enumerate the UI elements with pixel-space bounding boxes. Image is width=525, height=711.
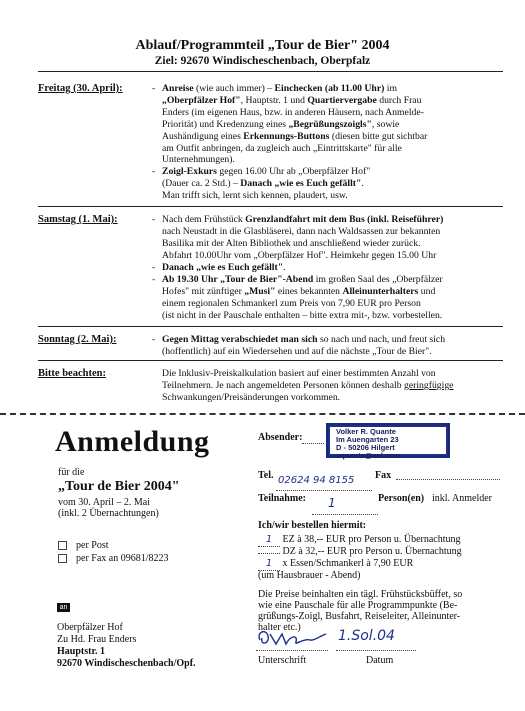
text-segment: „Musi" [244, 285, 276, 297]
order-text-ez: EZ à 38,-- EUR pro Person u. Übernachtung [282, 534, 461, 545]
text-segment: (hoffentlich) auf ein Wiedersehen und auf die nächste „Tour de Bier". [162, 345, 432, 357]
text-line [162, 310, 507, 322]
participants-label: Teilnahme: [258, 493, 306, 504]
date-label: Datum [366, 655, 394, 666]
address-line: Oberpfälzer Hof [57, 622, 123, 633]
order-text-meal: x Essen/Schmankerl à 7,90 EUR [282, 558, 414, 569]
sunday-label: Sonntag (2. Mai): [38, 334, 117, 345]
friday-dash: - [152, 83, 156, 94]
text-segment: am Outfit anbringen, da zugleich auch „Eintrittskarte" für alle [162, 142, 402, 154]
sender-line[interactable] [302, 443, 324, 444]
sunday-dash: - [152, 334, 156, 345]
text-segment: Gegen Mittag verabschiedet man sich [162, 334, 318, 345]
text-line [162, 178, 502, 190]
date-field[interactable] [336, 650, 416, 651]
address-line: 92670 Windischeschenbach/Opf. [57, 658, 196, 669]
saturday-label: Samstag (1. Mai): [38, 214, 118, 225]
text-line [162, 190, 502, 202]
page-subtitle: Ziel: 92670 Windischeschenbach, Oberpfalz [154, 55, 371, 67]
text-segment: (diesen bitte gut sichtbar [329, 130, 428, 142]
price-note-line: grüßungs-Zoigl, Busfahrt, Reiseleiter, Alleinunter- [258, 611, 461, 622]
text-segment: Teilnehmern. Je nach angemeldeten Personen können deshalb [162, 379, 404, 391]
stamp-line: Im Auengarten 23 [336, 435, 399, 444]
text-segment: Ab 19.30 Uhr [162, 274, 218, 285]
sender-label: Absender: [258, 432, 303, 443]
signature-scribble [254, 626, 330, 650]
friday-item-zoigl [162, 166, 502, 202]
text-line [162, 226, 502, 238]
text-line [162, 298, 507, 310]
sender-stamp [326, 423, 450, 458]
qty-meal[interactable]: 1 [258, 558, 280, 571]
text-segment: . [361, 177, 364, 189]
text-segment: Enders (im eigenen Haus, bzw. in anderen Häusern, nach Anmelde- [162, 106, 424, 118]
text-line [162, 95, 502, 107]
friday-label: Freitag (30. April): [38, 83, 123, 94]
notice-text [162, 368, 502, 404]
text-segment: (Dauer ca. 2 Std.) – [162, 177, 241, 189]
address-line: Hauptstr. 1 [57, 646, 105, 657]
fax-field[interactable] [396, 479, 500, 480]
text-segment: , sowie [371, 118, 400, 130]
participants-field[interactable] [312, 496, 378, 515]
form-event-name: „Tour de Bier 2004" [58, 479, 180, 494]
text-segment: Quartiervergabe [307, 94, 377, 106]
post-checkbox[interactable] [58, 541, 67, 550]
tel-field[interactable] [276, 475, 372, 491]
text-line [162, 154, 502, 166]
text-segment: im großen Saal des „Oberpfälzer [313, 274, 443, 285]
text-segment: Einchecken (ab 11.00 Uhr) [274, 83, 385, 94]
text-segment: , Hauptstr. 1 und [240, 94, 308, 106]
saturday-item-free [162, 262, 502, 274]
text-line [162, 83, 502, 95]
incl-label: inkl. Anmelder [432, 493, 492, 504]
option-fax-label: per Fax an 09681/8223 [76, 553, 169, 564]
stamp-line: D - 50206 Hilgert [336, 443, 395, 452]
fax-checkbox[interactable] [58, 554, 67, 563]
sunday-item [162, 334, 502, 358]
text-segment: . [283, 262, 286, 273]
fax-label: Fax [375, 470, 392, 481]
price-note-line: halter etc.) [258, 622, 301, 633]
text-line [162, 238, 502, 250]
saturday-dash-3: - [152, 274, 156, 285]
recipient-address [57, 622, 196, 670]
text-segment: einem regionalen Schmankerl zum Preis von 7,90 EUR pro Person [162, 297, 421, 309]
signature-date: 1.Sol.04 [338, 628, 395, 644]
address-line: Zu Hd. Frau Enders [57, 634, 137, 645]
text-line [162, 166, 502, 178]
form-nights: (inkl. 2 Übernachtungen) [58, 508, 159, 519]
text-line [162, 262, 502, 274]
text-line [162, 214, 502, 226]
text-line [162, 392, 502, 404]
header-rule [38, 71, 503, 72]
text-line [162, 107, 502, 119]
text-segment: Grenzlandfahrt mit dem Bus (inkl. Reiseführer) [245, 214, 444, 225]
stamp-line: vquante@aol.com [336, 451, 401, 460]
option-fax[interactable] [58, 553, 169, 565]
text-line [162, 119, 502, 131]
friday-dash-2: - [152, 166, 156, 177]
order-line-ez[interactable] [258, 534, 508, 547]
text-segment: Nach dem Frühstück [162, 214, 246, 225]
text-line [162, 250, 502, 262]
cut-line [0, 413, 525, 415]
text-line [162, 346, 502, 358]
order-text-dz: DZ à 32,-- EUR pro Person u. Übernachtung [282, 546, 462, 557]
text-segment: Abfahrt 10.00Uhr vom „Oberpfälzer Hof". Heimkehr gegen 15.00 Uhr [162, 249, 437, 261]
text-segment: „Begrüßungszoigls" [288, 118, 372, 130]
text-segment: eines bekannten [275, 285, 343, 297]
text-segment: geringfügige [403, 379, 454, 391]
text-segment: Schwankungen/Preisänderungen vorkommen. [162, 391, 341, 403]
text-segment: Die Inklusiv-Preiskalkulation basiert auf einer bestimmten Anzahl von [162, 368, 436, 379]
stamp-line: Volker R. Quante [336, 427, 396, 436]
text-segment: Danach „wie es Euch gefällt" [162, 262, 284, 273]
persons-label: Person(en) [378, 493, 425, 504]
text-line [162, 131, 502, 143]
text-segment: nach Neustadt in die Glasbläserei, dann nach Waldsassen zur bekannten [162, 225, 441, 237]
text-segment: Danach „wie es Euch gefällt" [240, 177, 362, 189]
order-heading: Ich/wir bestellen hiermit: [258, 520, 367, 531]
text-segment: Zoigl-Exkurs [162, 166, 217, 177]
text-line [162, 368, 502, 380]
text-segment: Man trifft sich, lernt sich kennen, plaudert, usw. [162, 189, 348, 201]
tel-value: 02624 94 8155 [278, 475, 355, 486]
tel-label: Tel. [258, 470, 274, 481]
signature-label: Unterschrift [258, 655, 307, 666]
qty-dz[interactable] [258, 553, 280, 554]
price-note-line: wie eine Pauschale für alle Programmpunkte (Be- [258, 600, 458, 611]
option-post-label: per Post [76, 540, 109, 551]
text-segment: (wie auch immer) – [193, 83, 275, 94]
text-line [162, 380, 502, 392]
order-line-dz[interactable] [258, 546, 508, 558]
text-segment: Erkennungs-Buttons [243, 130, 330, 142]
page-title: Ablauf/Programmteil „Tour de Bier" 2004 [135, 38, 390, 53]
text-segment: Alleinunterhalters [342, 285, 419, 297]
saturday-item-busride [162, 214, 502, 262]
saturday-dash-2: - [152, 262, 156, 273]
an-badge: an [57, 603, 70, 612]
form-for-the: für die [58, 467, 85, 478]
text-segment: Aushändigung eines [162, 130, 244, 142]
text-line [162, 334, 502, 346]
text-segment: (ist nicht in der Pauschale enthalten – bitte extra mit-, bzw. vorbestellen. [162, 309, 443, 321]
text-segment: und [418, 285, 436, 297]
price-note-line: Die Preise beinhalten ein tägl. Frühstücksbüffet, so [258, 589, 463, 600]
form-heading: Anmeldung [55, 425, 210, 458]
text-segment: Basilika mit der Alten Bibliothek und anschließend wieder zurück. [162, 237, 421, 249]
saturday-dash: - [152, 214, 156, 225]
divider-2 [38, 326, 503, 327]
divider-1 [38, 206, 503, 207]
text-segment: im [384, 83, 398, 94]
text-line [162, 286, 507, 298]
text-segment: Unternehmungen). [162, 154, 235, 166]
text-segment: „Oberpfälzer Hof" [162, 94, 241, 106]
signature-field[interactable] [256, 650, 328, 651]
order-line-meal[interactable] [258, 558, 508, 571]
form-dates: vom 30. April – 2. Mai [58, 497, 150, 508]
text-segment: „Tour de Bier"-Abend [220, 274, 314, 285]
text-segment: so nach und nach, und freut sich [317, 334, 446, 345]
text-segment: Priorität) und Kredenzung eines [162, 118, 289, 130]
saturday-item-evening [162, 274, 507, 322]
option-post[interactable] [58, 540, 109, 552]
text-line [162, 274, 507, 286]
notice-label: Bitte beachten: [38, 368, 106, 379]
participants-value: 1 [328, 496, 336, 510]
divider-3 [38, 360, 503, 361]
text-segment: gegen 16.00 Uhr ab „Oberpfälzer Hof" [216, 166, 371, 177]
qty-ez[interactable]: 1 [258, 534, 280, 547]
text-line [162, 143, 502, 155]
order-note: (um Hausbrauer - Abend) [258, 570, 361, 581]
friday-item-checkin [162, 83, 502, 166]
text-segment: Hofes" mit zünftiger [162, 285, 245, 297]
text-segment: Anreise [162, 83, 194, 94]
text-segment: durch Frau [376, 94, 422, 106]
